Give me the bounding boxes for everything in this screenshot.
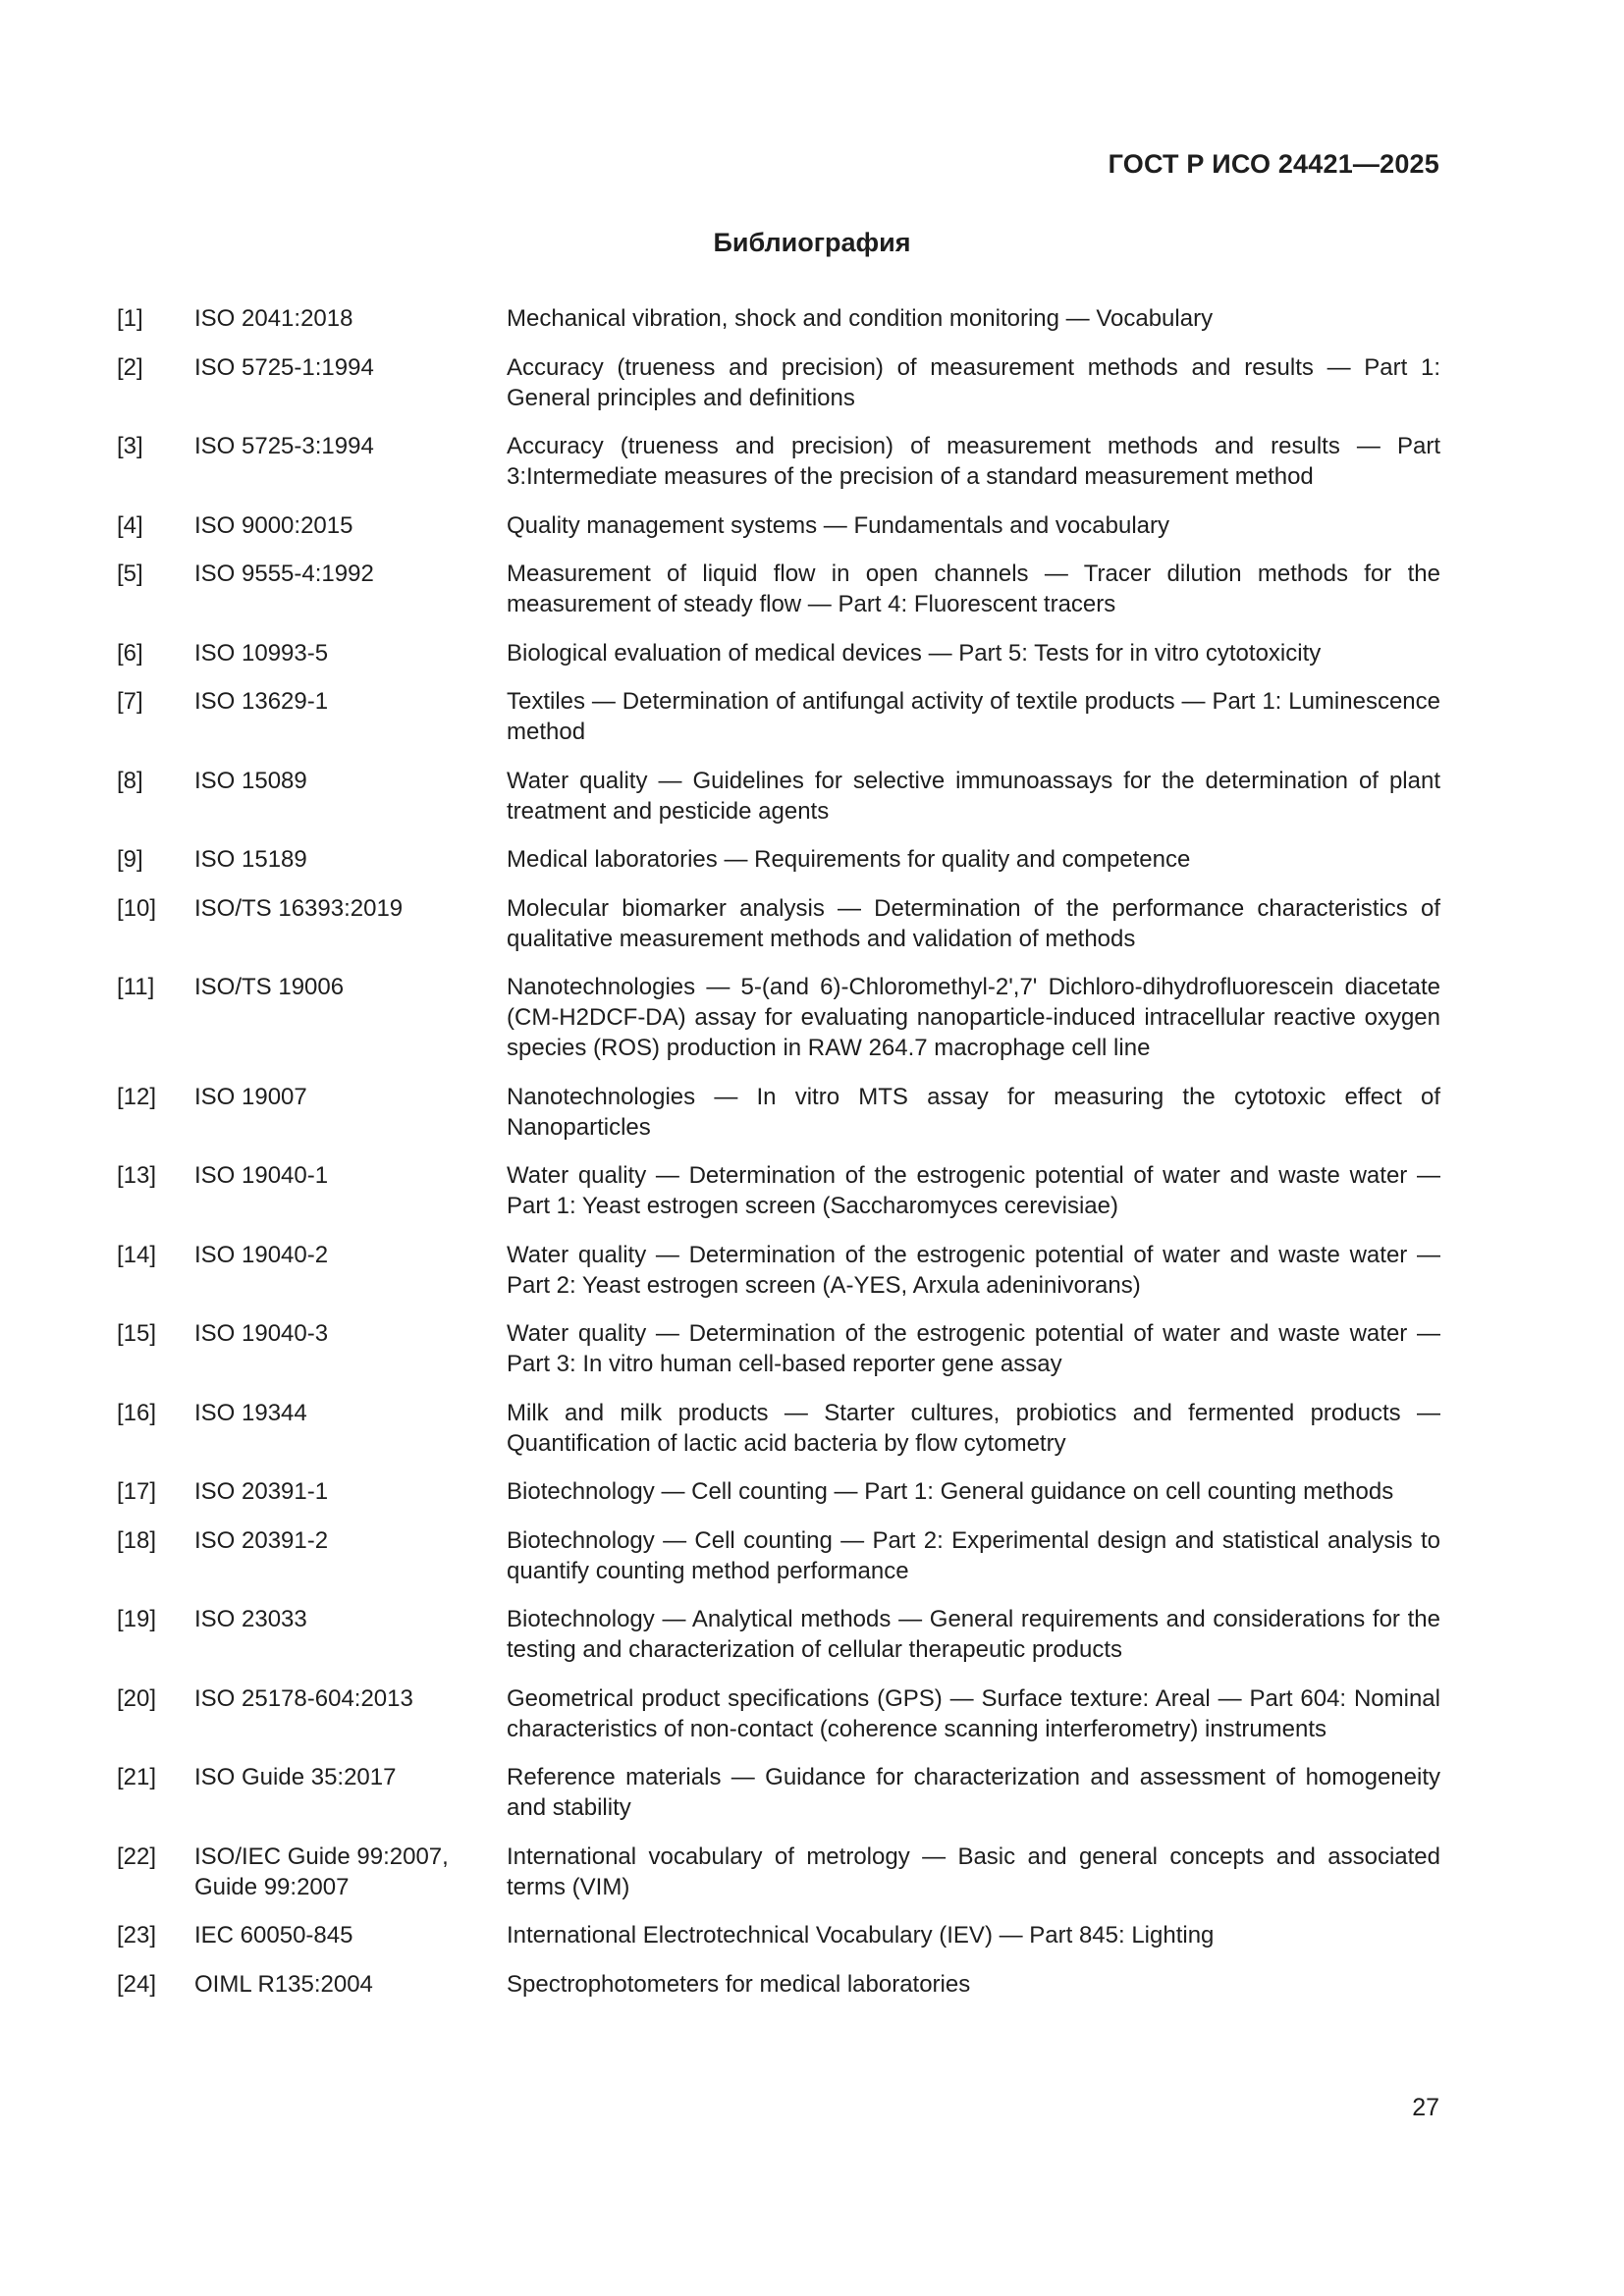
reference-title: Nanotechnologies — In vitro MTS assay for measuring the cytotoxic effect of Nanoparticles bbox=[507, 1083, 1440, 1141]
reference-code: ISO 15089 bbox=[194, 767, 307, 794]
page-number: 27 bbox=[1412, 2094, 1439, 2121]
reference-number: [18] bbox=[117, 1526, 157, 1554]
reference-number: [13] bbox=[117, 1162, 157, 1189]
reference-title: Textiles — Determination of antifungal activity of textile products — Part 1: Luminescence method bbox=[507, 688, 1440, 745]
reference-number: [1] bbox=[117, 305, 143, 332]
reference-item bbox=[117, 1160, 1440, 1221]
reference-number: [22] bbox=[117, 1842, 157, 1870]
reference-number: [3] bbox=[117, 433, 143, 459]
reference-code: ISO 20391-2 bbox=[194, 1526, 329, 1554]
reference-title: Milk and milk products — Starter cultures, probiotics and fermented products — Quantification of lactic acid bacteria by flow cytometry bbox=[507, 1399, 1440, 1457]
reference-code: ISO 10993-5 bbox=[194, 639, 329, 667]
reference-title: Quality management systems — Fundamentals and vocabulary bbox=[507, 511, 1169, 539]
reference-code: ISO 20391-1 bbox=[194, 1478, 329, 1505]
reference-title: Biotechnology — Analytical methods — General requirements and considerations for the testing and characterization of cellular therapeutic products bbox=[507, 1606, 1440, 1663]
reference-item bbox=[117, 303, 1440, 334]
reference-item bbox=[117, 1920, 1440, 1950]
reference-code: ISO 23033 bbox=[194, 1606, 307, 1632]
reference-number: [6] bbox=[117, 639, 143, 667]
reference-number: [17] bbox=[117, 1478, 157, 1505]
reference-title: Reference materials — Guidance for characterization and assessment of homogeneity and stability bbox=[507, 1764, 1440, 1821]
reference-number: [20] bbox=[117, 1684, 157, 1712]
reference-item bbox=[117, 1525, 1440, 1586]
reference-number: [11] bbox=[117, 974, 155, 1000]
reference-number: [10] bbox=[117, 894, 157, 922]
reference-code: ISO 2041:2018 bbox=[194, 305, 353, 332]
reference-title: Spectrophotometers for medical laboratories bbox=[507, 1970, 971, 1998]
reference-item bbox=[117, 1842, 1440, 1902]
reference-number: [14] bbox=[117, 1241, 157, 1268]
reference-code: ISO 19007 bbox=[194, 1083, 307, 1110]
reference-title: Accuracy (trueness and precision) of measurement methods and results — Part 1: General principles and definitions bbox=[507, 353, 1440, 411]
reference-code: ISO/TS 16393:2019 bbox=[194, 894, 404, 922]
reference-number: [12] bbox=[117, 1083, 157, 1110]
reference-code: ISO 25178-604:2013 bbox=[194, 1684, 413, 1712]
reference-number: [8] bbox=[117, 767, 143, 794]
reference-item bbox=[117, 1476, 1440, 1507]
reference-item bbox=[117, 1762, 1440, 1823]
reference-item bbox=[117, 352, 1440, 413]
reference-code: ISO/TS 19006 bbox=[194, 974, 345, 1000]
reference-title: Measurement of liquid flow in open channels — Tracer dilution methods for the measurement of steady flow — Part 4: Fluorescent tracers bbox=[507, 561, 1440, 617]
reference-code: ISO 19040-3 bbox=[194, 1320, 329, 1347]
reference-item bbox=[117, 1082, 1440, 1143]
reference-code: ISO 9555-4:1992 bbox=[194, 561, 374, 587]
reference-code: ISO 15189 bbox=[194, 846, 307, 873]
reference-title: Water quality — Guidelines for selective immunoassays for the determination of plant treatment and pesticide agents bbox=[507, 767, 1440, 825]
reference-title: Biotechnology — Cell counting — Part 2: Experimental design and statistical analysis to quantify counting method performance bbox=[507, 1526, 1440, 1584]
reference-title: Geometrical product specifications (GPS) — Surface texture: Areal — Part 604: Nominal characteristics of non-contact (coherence scanning interferometry) instruments bbox=[507, 1684, 1440, 1742]
bibliography-list bbox=[117, 303, 1440, 2017]
reference-code: IEC 60050-845 bbox=[194, 1922, 353, 1949]
reference-number: [15] bbox=[117, 1320, 157, 1347]
reference-number: [5] bbox=[117, 561, 143, 587]
reference-code: ISO 19344 bbox=[194, 1399, 307, 1426]
reference-item bbox=[117, 510, 1440, 541]
reference-item bbox=[117, 686, 1440, 747]
reference-code: ISO 19040-2 bbox=[194, 1241, 329, 1268]
reference-number: [21] bbox=[117, 1764, 157, 1790]
reference-item bbox=[117, 972, 1440, 1063]
reference-title: Biotechnology — Cell counting — Part 1: General guidance on cell counting methods bbox=[507, 1478, 1394, 1505]
reference-number: [24] bbox=[117, 1970, 157, 1998]
reference-item bbox=[117, 1398, 1440, 1459]
reference-item bbox=[117, 559, 1440, 619]
reference-number: [19] bbox=[117, 1606, 157, 1632]
reference-code: OIML R135:2004 bbox=[194, 1970, 373, 1998]
reference-number: [23] bbox=[117, 1922, 157, 1949]
reference-item bbox=[117, 1240, 1440, 1301]
reference-title: International vocabulary of metrology — Basic and general concepts and associated terms (VIM) bbox=[507, 1842, 1440, 1900]
reference-item bbox=[117, 1318, 1440, 1379]
reference-title: International Electrotechnical Vocabulary (IEV) — Part 845: Lighting bbox=[507, 1922, 1215, 1949]
reference-code: ISO 19040-1 bbox=[194, 1162, 329, 1189]
reference-title: Medical laboratories — Requirements for quality and competence bbox=[507, 846, 1191, 873]
reference-item bbox=[117, 638, 1440, 668]
reference-title: Water quality — Determination of the estrogenic potential of water and waste water — Part 3: In vitro human cell-based reporter gene assay bbox=[507, 1320, 1440, 1377]
reference-title: Accuracy (trueness and precision) of measurement methods and results — Part 3:Intermediate measures of the precision of a standard measurement method bbox=[507, 433, 1440, 490]
reference-code: ISO 5725-1:1994 bbox=[194, 353, 374, 381]
reference-number: [4] bbox=[117, 511, 143, 539]
reference-item bbox=[117, 893, 1440, 954]
reference-title: Mechanical vibration, shock and condition monitoring — Vocabulary bbox=[507, 305, 1214, 332]
reference-item bbox=[117, 1969, 1440, 2000]
reference-code: ISO 5725-3:1994 bbox=[194, 433, 374, 459]
reference-item bbox=[117, 431, 1440, 492]
section-title: Библиография bbox=[713, 228, 911, 257]
reference-title: Water quality — Determination of the estrogenic potential of water and waste water — Part 2: Yeast estrogen screen (A-YES, Arxula adeninivorans) bbox=[507, 1241, 1440, 1299]
reference-code: ISO/IEC Guide 99:2007, Guide 99:2007 bbox=[194, 1842, 449, 1900]
reference-code: ISO 13629-1 bbox=[194, 688, 329, 715]
reference-title: Biological evaluation of medical devices — Part 5: Tests for in vitro cytotoxicity bbox=[507, 639, 1322, 667]
reference-code: ISO Guide 35:2017 bbox=[194, 1764, 397, 1790]
reference-item bbox=[117, 1604, 1440, 1665]
reference-number: [2] bbox=[117, 353, 143, 381]
reference-title: Nanotechnologies — 5-(and 6)-Chloromethyl-2',7' Dichloro-dihydrofluorescein diacetate (CM-H2DCF-DA) assay for evaluating nanoparticle-induced intracellular reactive oxygen species (ROS) production in RAW 264.7 macrophage cell line bbox=[507, 974, 1440, 1061]
reference-number: [7] bbox=[117, 688, 143, 715]
reference-item bbox=[117, 766, 1440, 827]
reference-item bbox=[117, 1683, 1440, 1744]
reference-code: ISO 9000:2015 bbox=[194, 511, 353, 539]
reference-title: Molecular biomarker analysis — Determination of the performance characteristics of qualitative measurement methods and validation of methods bbox=[507, 894, 1440, 952]
reference-title: Water quality — Determination of the estrogenic potential of water and waste water — Part 1: Yeast estrogen screen (Saccharomyces cerevisiae) bbox=[507, 1162, 1440, 1219]
reference-number: [9] bbox=[117, 846, 143, 873]
document-code: ГОСТ Р ИСО 24421—2025 bbox=[1108, 149, 1439, 179]
reference-number: [16] bbox=[117, 1399, 157, 1426]
reference-item bbox=[117, 844, 1440, 875]
